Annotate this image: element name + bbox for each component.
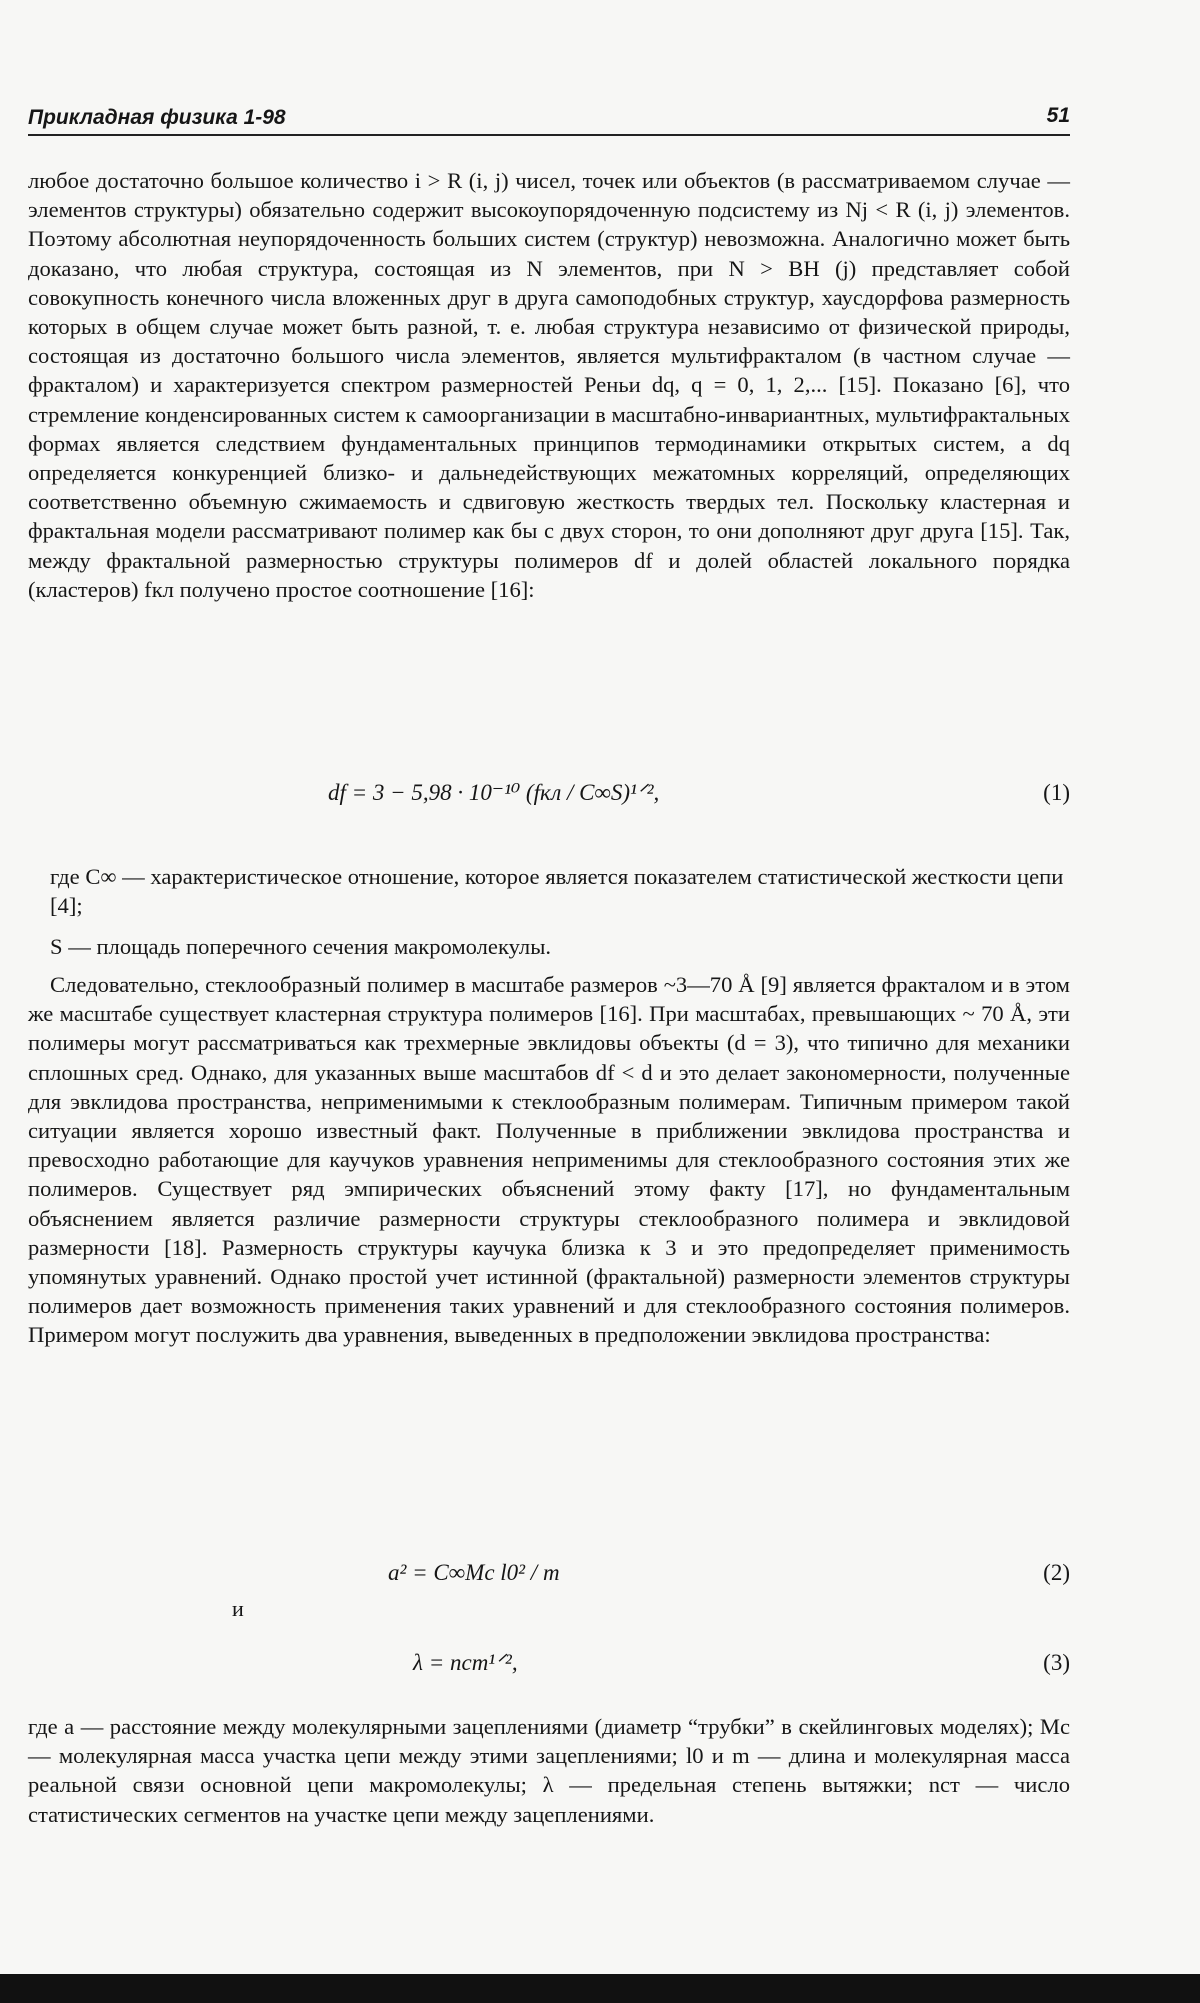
paragraph-1: любое достаточно большое количество i > R (i, j) чисел, точек или объектов (в рассматриваемом случае — элементов структуры) обязательно содержит высокоупорядоченную подсистему из Nj < R (i, j) элементов. Поэтому абсолютная неупорядоченность больших систем (структур) невозможна. Аналогично может быть доказано, что любая структура, состоящая из N элементов, при N > BH (j) представляет собой совокупность конечного числа вложенных друг в друга самоподобных структур, хаусдорфова размерность которых в общем случае может быть разной, т. е. любая структура независимо от физической природы, состоящая из достаточно большого числа элементов, является мультифракталом (в частном случае — фракталом) и характеризуется спектром размерностей Реньи dq, q = 0, 1, 2,... [15]. Показано [6], что стремление конденсированных систем к самоорганизации в масштабно-инвариантных, мультифрактальных формах является следствием фундаментальных принципов термодинамики открытых систем, а dq определяется конкуренцией близко- и дальнедействующих межатомных корреляций, определяющих соответственно объемную сжимаемость и сдвиговую жесткость твердых тел. Поскольку кластерная и фрактальная модели рассматривают полимер как бы с двух сторон, то они дополняют друг друга [15]. Так, между фрактальной размерностью структуры полимеров df и долей областей локального порядка (кластеров) fкл получено простое соотношение [16]: bbox=[28, 168, 1070, 602]
equation-2-body: a² = C∞Mc l0² / m bbox=[388, 1560, 560, 1585]
equation-3 bbox=[28, 1650, 1070, 1690]
equation-1-body: df = 3 − 5,98 · 10⁻¹⁰ (fкл / C∞S)¹ᐟ², bbox=[328, 780, 660, 805]
equation-1-number: (1) bbox=[1043, 780, 1070, 805]
conjunction: и bbox=[232, 1596, 244, 1621]
equation-3-number: (3) bbox=[1043, 1650, 1070, 1675]
equation-3-body: λ = nст¹ᐟ², bbox=[413, 1650, 518, 1675]
paragraph-2: Следовательно, стеклообразный полимер в масштабе размеров ~3—70 Å [9] является фракталом и в этом же масштабе существует кластерная структура полимеров [16]. При масштабах, превышающих ~ 70 Å, эти полимеры могут рассматриваться как трехмерные эвклидовы объекты (d = 3), что типично для механики сплошных сред. Однако, для указанных выше масштабов df < d и это делает закономерности, полученные для эвклидова пространства, неприменимыми к стеклообразным полимерам. Типичным примером такой ситуации является хорошо известный факт. Полученные в приближении эвклидова пространства и превосходно работающие для каучуков уравнения неприменимы для стеклообразного состояния этих же полимеров. Существует ряд эмпирических объяснений этому факту [17], но фундаментальным объяснением является различие размерности структуры стеклообразного полимера и эвклидовой размерности [18]. Размерность структуры каучука близка к 3 и это предопределяет применимость упомянутых уравнений. Однако простой учет истинной (фрактальной) размерности элементов структуры полимеров дает возможность применения таких уравнений и для стеклообразного состояния полимеров. Примером могут послужить два уравнения, выведенных в предположении эвклидова пространства: bbox=[28, 972, 1070, 1348]
page-number: 51 bbox=[1046, 104, 1070, 127]
definition-c-infinity: где C∞ — характеристическое отношение, которое является показателем статистической жесткости цепи [4]; bbox=[50, 864, 1064, 919]
definition-s: S — площадь поперечного сечения макромолекулы. bbox=[50, 934, 552, 959]
running-header bbox=[28, 96, 1070, 136]
scan-bottom-edge bbox=[0, 1974, 1200, 2003]
equation-2-number: (2) bbox=[1043, 1560, 1070, 1585]
journal-title: Прикладная физика 1-98 bbox=[28, 106, 286, 129]
equation-1 bbox=[28, 780, 1070, 820]
paragraph-3: где a — расстояние между молекулярными зацеплениями (диаметр “трубки” в скейлинговых моделях); Mc — молекулярная масса участка цепи между этими зацеплениями; l0 и m — длина и молекулярная масса реальной связи основной цепи макромолекулы; λ — предельная степень вытяжки; nст — число статистических сегментов на участке цепи между зацеплениями. bbox=[28, 1714, 1070, 1827]
equation-2 bbox=[28, 1560, 1070, 1600]
